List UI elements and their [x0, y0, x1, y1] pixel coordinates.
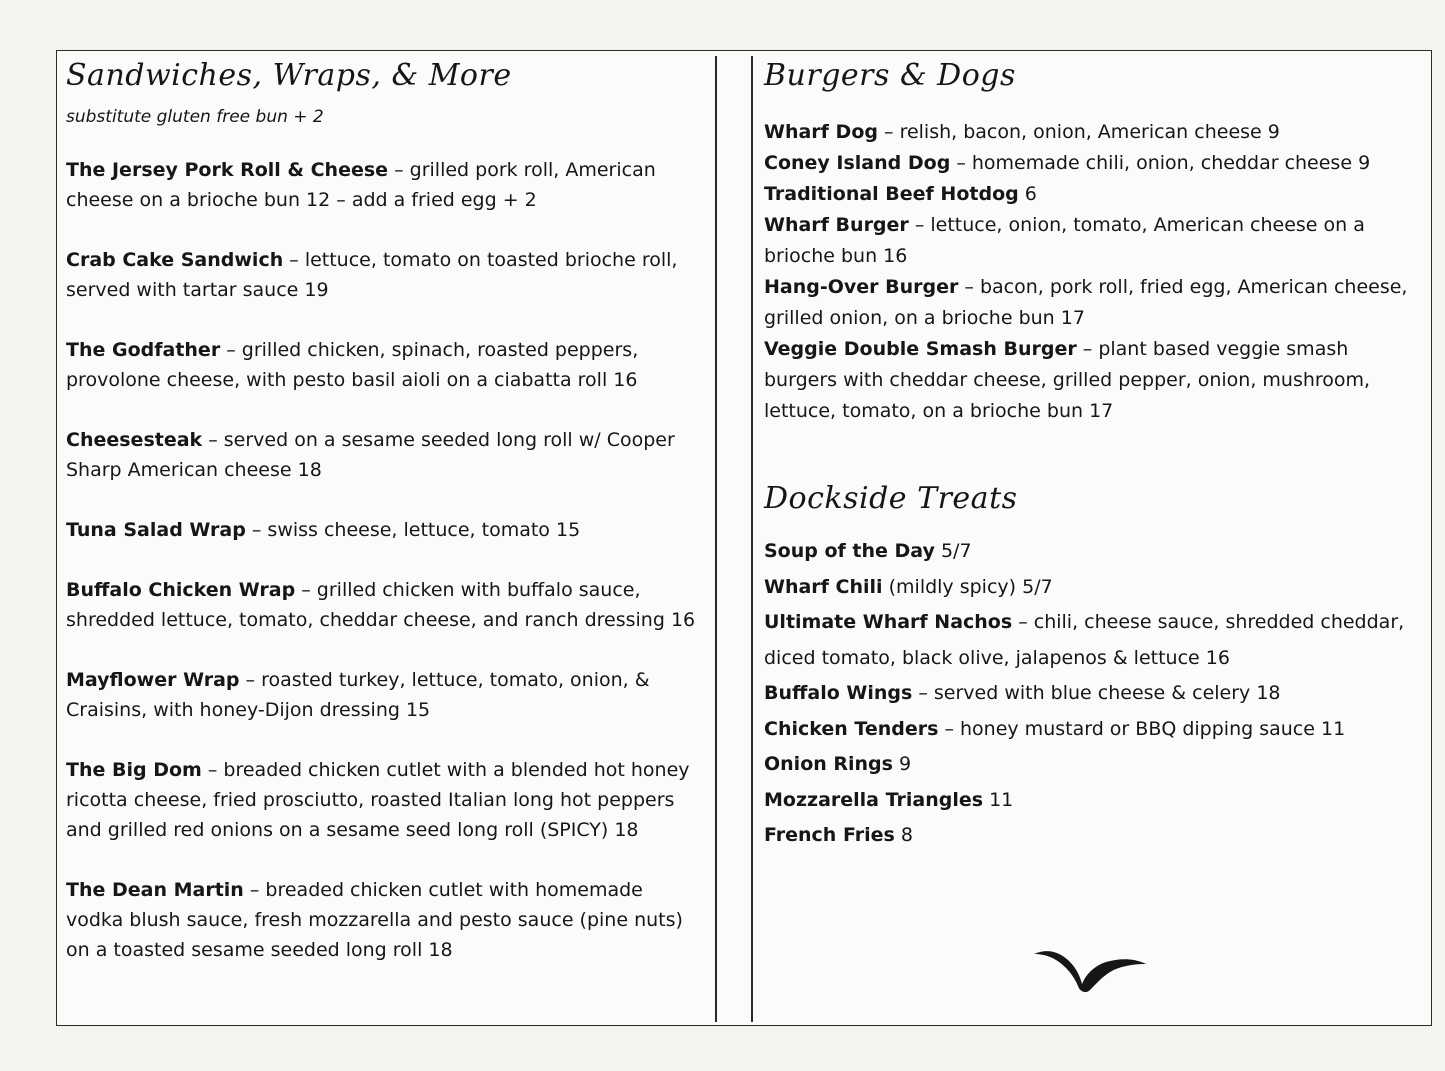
item-name: Veggie Double Smash Burger [764, 338, 1077, 360]
sandwiches-title: Sandwiches, Wraps, & More [66, 58, 512, 93]
menu-item [764, 818, 1424, 854]
menu-item [66, 755, 706, 845]
item-name: Mayflower Wrap [66, 669, 240, 691]
item-name: Soup of the Day [764, 540, 935, 562]
gluten-free-note: substitute gluten free bun + 2 [66, 107, 324, 127]
item-name: Wharf Burger [764, 214, 909, 236]
item-name: Wharf Chili [764, 575, 883, 598]
item-name: Traditional Beef Hotdog [764, 183, 1019, 205]
menu-item [764, 148, 1424, 179]
item-desc: – roasted turkey, lettuce, tomato, onion, & Craisins, with honey-Dijon dressing 15 [66, 669, 650, 721]
item-name: Buffalo Chicken Wrap [66, 579, 296, 601]
menu-item [66, 515, 706, 545]
item-desc: – grilled chicken with buffalo sauce, shredded lettuce, tomato, cheddar cheese, and ranch dressing 16 [66, 579, 696, 631]
item-name: Coney Island Dog [764, 152, 951, 174]
item-desc: – homemade chili, onion, cheddar cheese 9 [950, 152, 1371, 174]
burgers-list [764, 117, 1424, 427]
burgers-column [764, 58, 1424, 854]
item-name: Ultimate Wharf Nachos [764, 611, 1013, 633]
item-name: The Jersey Pork Roll & Cheese [66, 159, 389, 181]
menu-item [66, 335, 706, 395]
item-name: Crab Cake Sandwich [66, 249, 284, 271]
item-desc: – breaded chicken cutlet with homemade vodka blush sauce, fresh mozzarella and pesto sauce (pine nuts) on a toasted sesame seeded long roll 18 [66, 879, 683, 961]
menu-item [66, 665, 706, 725]
menu-item [764, 179, 1424, 210]
item-desc: – served on a sesame seeded long roll w/ Cooper Sharp American cheese 18 [66, 429, 675, 481]
item-desc: – honey mustard or BBQ dipping sauce 11 [938, 717, 1346, 740]
item-name: The Dean Martin [66, 879, 244, 901]
menu-item [764, 210, 1424, 272]
item-name: Wharf Dog [764, 121, 878, 143]
sandwiches-column [66, 58, 706, 965]
burgers-title: Burgers & Dogs [764, 58, 1016, 93]
column-divider-left [715, 56, 717, 1022]
item-name: The Big Dom [66, 759, 202, 781]
item-name: Buffalo Wings [764, 682, 913, 704]
item-name: French Fries [764, 824, 895, 846]
menu-item [764, 334, 1424, 427]
seagull-icon [1030, 940, 1150, 996]
item-desc: – served with blue cheese & celery 18 [912, 682, 1281, 704]
dockside-treats-title: Dockside Treats [764, 481, 1018, 516]
menu-item [764, 676, 1424, 712]
menu-item [66, 245, 706, 305]
treats-list [764, 534, 1424, 854]
item-desc: – breaded chicken cutlet with a blended hot honey ricotta cheese, fried prosciutto, roasted Italian long hot peppers and grilled red onions on a sesame seed long roll (SPICY) 18 [66, 759, 690, 841]
menu-item [764, 117, 1424, 148]
item-desc: – chili, cheese sauce, shredded cheddar, diced tomato, black olive, jalapenos & lettuce 16 [764, 611, 1405, 669]
item-name: Mozzarella Triangles [764, 788, 984, 811]
menu-item [66, 875, 706, 965]
menu-item [764, 272, 1424, 334]
item-desc: 5/7 [934, 540, 972, 562]
item-desc: – plant based veggie smash burgers with cheddar cheese, grilled pepper, onion, mushroom, lettuce, tomato, on a brioche bun 17 [764, 338, 1371, 422]
item-desc: – relish, bacon, onion, American cheese 9 [877, 121, 1280, 143]
menu-item [764, 712, 1424, 748]
item-desc: – grilled chicken, spinach, roasted peppers, provolone cheese, with pesto basil aioli on a ciabatta roll 16 [66, 339, 639, 391]
item-desc: – swiss cheese, lettuce, tomato 15 [245, 519, 581, 541]
menu-item [66, 155, 706, 215]
menu-item [764, 570, 1424, 606]
item-desc: – lettuce, tomato on toasted brioche roll, served with tartar sauce 19 [66, 249, 678, 301]
menu-item [66, 575, 706, 635]
item-desc: 6 [1018, 183, 1037, 205]
item-desc: 9 [892, 753, 912, 775]
item-desc: – bacon, pork roll, fried egg, American cheese, grilled onion, on a brioche bun 17 [764, 276, 1408, 329]
item-name: The Godfather [66, 339, 221, 361]
item-desc: 11 [983, 788, 1014, 811]
item-name: Cheesesteak [66, 429, 203, 451]
item-name: Onion Rings [764, 753, 893, 775]
item-desc: – grilled pork roll, American cheese on a brioche bun 12 – add a fried egg + 2 [66, 159, 656, 211]
item-name: Tuna Salad Wrap [66, 519, 246, 541]
menu-item [764, 783, 1424, 819]
item-desc: 8 [894, 824, 913, 846]
item-desc: – lettuce, onion, tomato, American cheese on a brioche bun 16 [764, 214, 1365, 267]
item-desc: (mildly spicy) 5/7 [882, 575, 1053, 598]
item-name: Chicken Tenders [764, 717, 939, 740]
item-name: Hang-Over Burger [764, 276, 959, 298]
menu-item [764, 534, 1424, 570]
menu-item [66, 425, 706, 485]
menu-item [764, 605, 1424, 676]
column-divider-right [751, 56, 753, 1022]
menu-item [764, 747, 1424, 783]
